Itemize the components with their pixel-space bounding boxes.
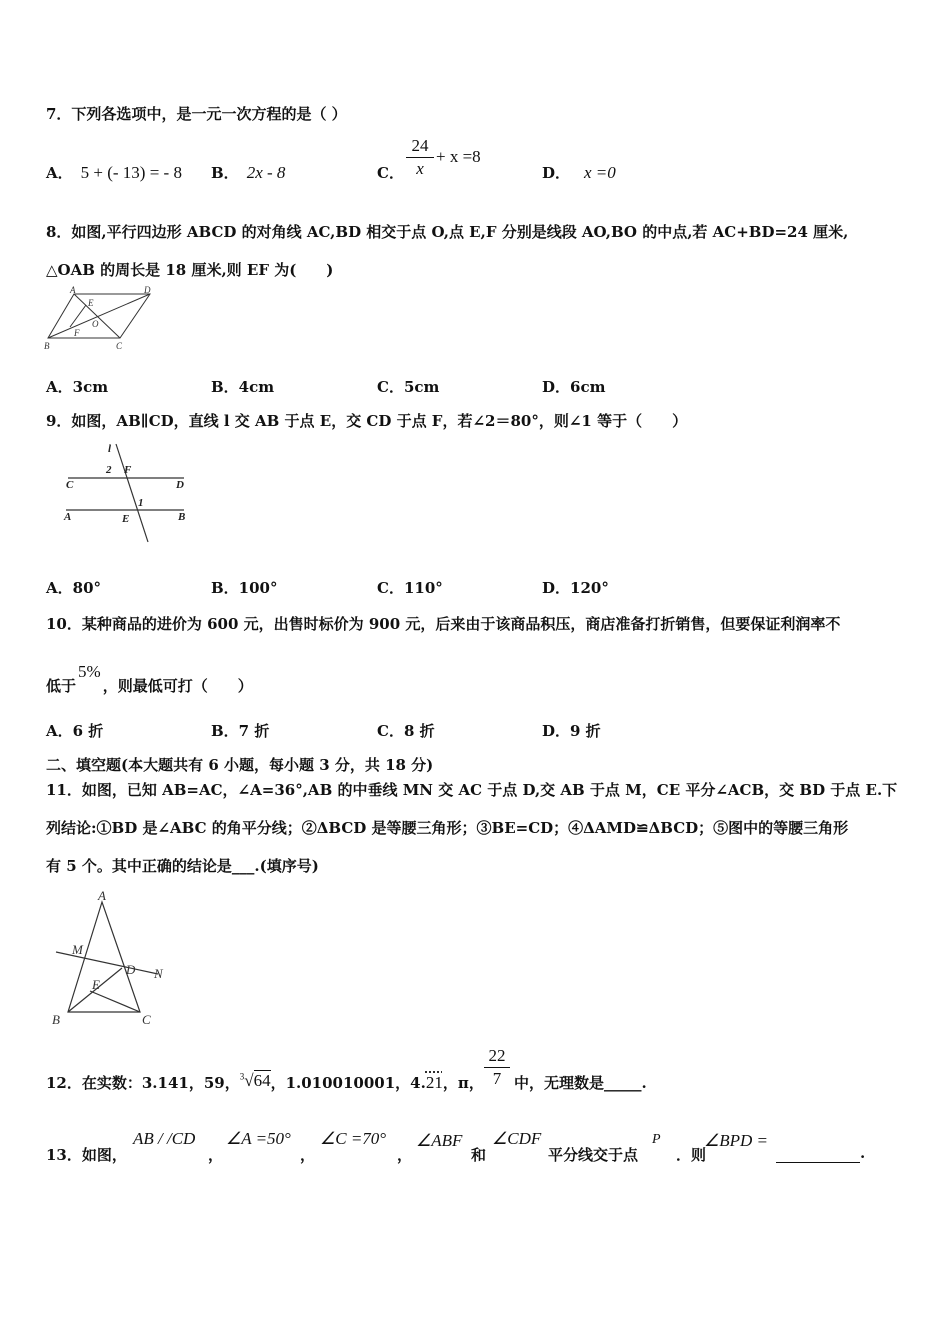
q7-option-b: B． 2x - 8 (211, 163, 286, 182)
fig8-label-e: E (88, 298, 94, 308)
q11-stem-line1: 11．如图，已知 AB=AC，∠A=36°,AB 的中垂线 MN 交 AC 于点 D,交 AB 于点 M，CE 平分∠ACB，交 BD 于点 E.下 (46, 781, 898, 799)
q13-then: ．则 (676, 1146, 707, 1164)
q13-point-p: P (652, 1132, 661, 1147)
fig9-label-a: A (64, 511, 72, 523)
fig11-label-b: B (52, 1012, 60, 1027)
fig8-label-f: F (74, 328, 80, 338)
q13-comma-3: ， (397, 1146, 413, 1164)
fig9-label-e: E (122, 513, 130, 525)
q9-option-c: C．110° (377, 579, 443, 597)
q13-math-angle-abf: ∠ABF (416, 1131, 463, 1150)
fig9-label-2: 2 (106, 464, 112, 476)
q7-option-c-label: C． (377, 164, 404, 182)
q8-parallelogram-figure (40, 286, 160, 354)
fig8-label-b: B (44, 341, 50, 351)
q13-comma-2: ， (300, 1146, 316, 1164)
q13-math-angle-cdf: ∠CDF (492, 1129, 542, 1148)
fig11-label-d: D (126, 962, 136, 977)
q12-stem: 12．在实数：3.141，59，$^3$√64，1.010010001，4.21，π， (46, 1071, 484, 1092)
q8-stem-line1: 8．如图,平行四边形 ABCD 的对角线 AC,BD 相交于点 O,点 E,F 分别是线段 AO,BO 的中点,若 AC+BD=24 厘米, (46, 223, 849, 241)
fig9-label-d: D (176, 479, 184, 491)
segment-ce (90, 991, 140, 1012)
q10-stem-line2: 低于5%，则最低可打（ ） (46, 662, 253, 695)
fig9-label-b: B (178, 511, 186, 523)
q10-option-c: C．8 折 (377, 722, 435, 740)
q11-stem-line3: 有 5 个。其中正确的结论是___.(填序号) (46, 857, 319, 875)
q13-and: 和 (471, 1146, 487, 1164)
section-2-heading: 二、填空题(本大题共有 6 小题，每小题 3 分，共 18 分) (46, 756, 434, 774)
q9-option-d: D．120° (542, 579, 609, 597)
q8-option-a: A．3cm (46, 378, 109, 396)
q9-option-a: A．80° (46, 579, 102, 597)
q12-cube-root: $^3$√64 (239, 1071, 271, 1090)
q12-stem-tail: 中，无理数是_____. (514, 1074, 647, 1092)
fig8-label-d: D (144, 286, 151, 295)
q13-math-parallel: AB / /CD (133, 1129, 196, 1148)
q7-option-d: D． x =0 (542, 163, 616, 182)
fig11-label-c: C (142, 1012, 151, 1027)
q11-triangle-figure (46, 886, 176, 1028)
fig11-label-m: M (72, 942, 83, 957)
q13-stem-mid: 平分线交于点 (548, 1146, 639, 1164)
q13-math-angle-bpd: ∠BPD = (704, 1131, 769, 1150)
segment-ef (70, 305, 86, 327)
fig8-label-c: C (116, 341, 123, 351)
q12-fraction: 22 7 (484, 1046, 510, 1089)
transversal-l (116, 444, 148, 542)
q10-percent: 5% (78, 662, 101, 681)
q13-comma-1: ， (208, 1146, 224, 1164)
q11-stem-line2: 列结论:①BD 是∠ABC 的角平分线；②ΔBCD 是等腰三角形；③BE=CD；④ΔAMD≌ΔBCD；⑤图中的等腰三角形 (46, 819, 849, 837)
q7-option-c-fraction: 24 x (406, 136, 434, 179)
q13-math-angle-a: ∠A =50° (226, 1129, 291, 1148)
q8-option-b: B．4cm (211, 378, 275, 396)
fig11-label-e: E (92, 977, 100, 992)
fig9-label-c: C (66, 479, 74, 491)
q10-option-a: A．6 折 (46, 722, 104, 740)
diagonal-ac (74, 294, 120, 338)
q13-math-angle-c: ∠C =70° (320, 1129, 387, 1148)
q7-option-a: A． 5 + (- 13) = - 8 (46, 163, 182, 182)
q13-stem-pre: 13．如图， (46, 1146, 127, 1164)
fig8-label-o: O (92, 319, 99, 329)
q9-stem: 9．如图，AB∥CD，直线 l 交 AB 于点 E，交 CD 于点 F，若∠2＝80°，则∠1 等于（ ） (46, 412, 688, 430)
q10-option-d: D．9 折 (542, 722, 601, 740)
q9-parallel-lines-figure (60, 440, 200, 546)
q10-stem-line1: 10．某种商品的进价为 600 元，出售时标价为 900 元，后来由于该商品积压，商店准备打折销售，但要保证利润率不 (46, 615, 841, 633)
fig9-label-f: F (124, 464, 132, 476)
fig11-label-a: A (98, 888, 106, 903)
q13-answer-blank[interactable]: . (776, 1144, 865, 1163)
fig8-label-a: A (70, 286, 76, 295)
q8-option-c: C．5cm (377, 378, 440, 396)
q7-stem: 7．下列各选项中，是一元一次方程的是（ ） (46, 105, 347, 123)
fig9-label-l: l (108, 443, 112, 455)
q9-option-b: B．100° (211, 579, 278, 597)
fig11-label-n: N (154, 966, 163, 981)
fig9-label-1: 1 (138, 497, 144, 509)
q7-option-c-rest: + x =8 (436, 147, 481, 166)
q8-option-d: D．6cm (542, 378, 606, 396)
q12-repeating-decimal: 21 (425, 1073, 443, 1092)
q8-stem-line2: △OAB 的周长是 18 厘米,则 EF 为( ) (46, 261, 334, 279)
q10-option-b: B．7 折 (211, 722, 270, 740)
